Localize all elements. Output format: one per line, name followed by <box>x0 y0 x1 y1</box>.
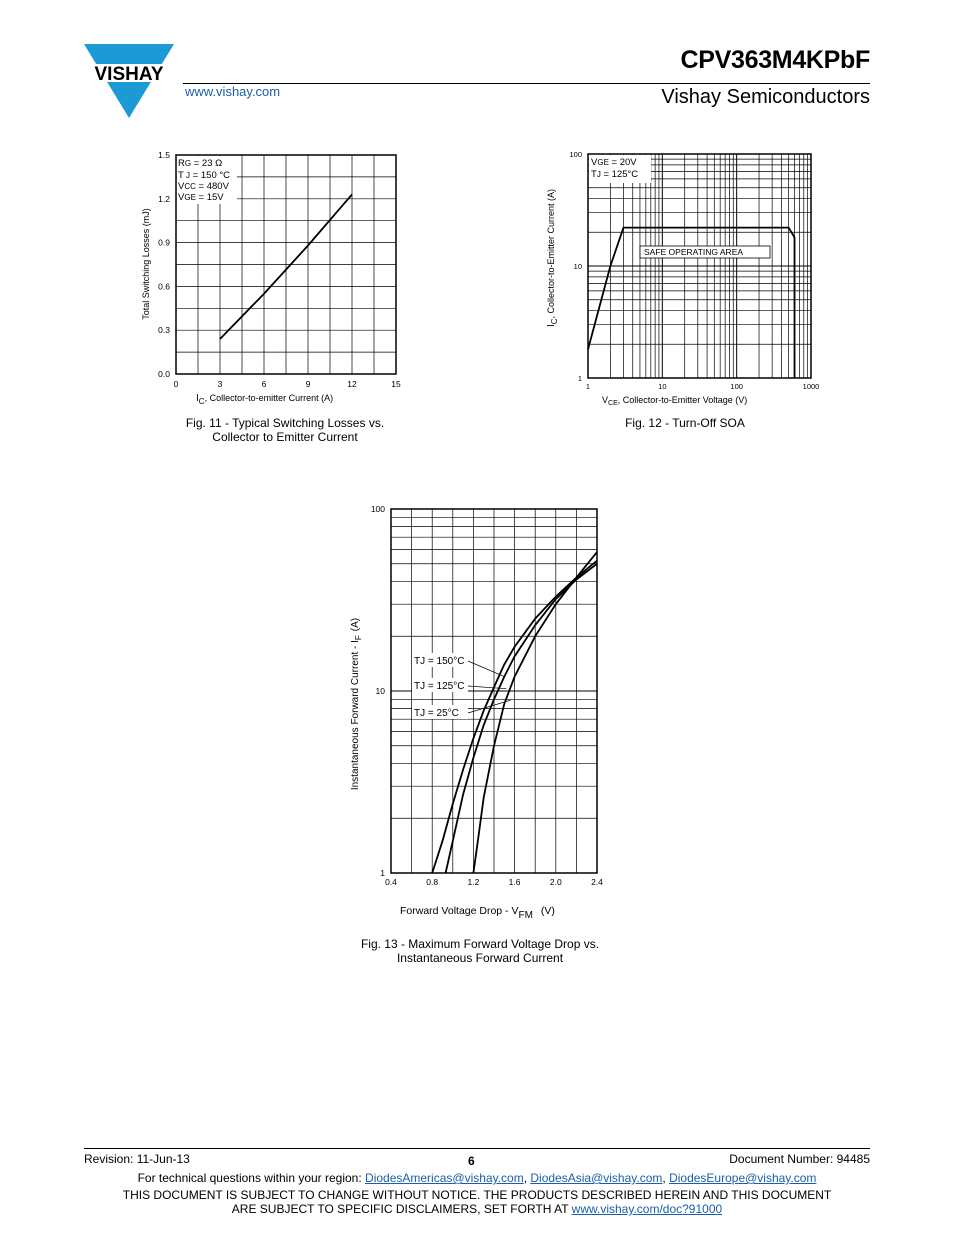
fig13-y-tick: 1 <box>380 868 385 878</box>
website-link[interactable]: www.vishay.com <box>185 84 281 99</box>
fig13-xlabel: Forward Voltage Drop - VFM (V) <box>400 905 555 921</box>
fig12-soa-label: SAFE OPERATING AREA <box>644 247 744 257</box>
fig13-x-tick: 1.2 <box>467 877 480 887</box>
fig11-x-tick: 0 <box>173 379 179 389</box>
fig11-ylabel: Total Switching Losses (mJ) <box>141 208 151 320</box>
fig11-y-tick: 0.6 <box>158 281 170 292</box>
disclaimer-line-1: THIS DOCUMENT IS SUBJECT TO CHANGE WITHOUT NOTICE. THE PRODUCTS DESCRIBED HEREIN AND THIS DOCUMENT <box>122 1188 832 1202</box>
vishay-logo <box>82 42 176 120</box>
fig11-x-tick: 12 <box>347 379 357 389</box>
fig11-x-tick: 9 <box>305 379 311 389</box>
fig11-xlabel: $I_C$, Collector-to-emitter Current (A) <box>196 393 334 406</box>
fig12-xlabel: $V_{CE}$, Collector-to-Emitter Voltage (V) <box>602 395 748 407</box>
fig13-legend-label: TJ = 25°C <box>414 708 459 719</box>
page-number: 6 <box>468 1154 475 1168</box>
email-europe-link[interactable]: DiodesEurope@vishay.com <box>669 1171 817 1185</box>
fig13-y-tick: 10 <box>375 686 385 696</box>
fig13-y-tick: 100 <box>370 504 385 514</box>
fig11-chart <box>130 140 430 410</box>
fig13-x-tick: 0.8 <box>426 877 439 887</box>
fig11-y-tick: 1.2 <box>158 193 170 204</box>
fig11-cond-tj: T J = 150 °C <box>178 170 231 181</box>
fig12-ylabel: IC, Collector-to-Emitter Current (A) <box>546 188 559 328</box>
fig12-y-tick: 100 <box>569 150 582 159</box>
fig13-series-line-1 <box>446 564 597 873</box>
disclaimer-line-2: ARE SUBJECT TO SPECIFIC DISCLAIMERS, SET FORTH AT www.vishay.com/doc?91000 <box>231 1202 723 1216</box>
fig12-cond-vge: VGE = 20V <box>591 157 637 168</box>
fig12-x-tick: 1 <box>585 382 591 391</box>
fig13-legend-label: TJ = 150°C <box>414 656 465 667</box>
fig12-x-tick: 1000 <box>802 382 820 391</box>
fig13-legend-label: TJ = 125°C <box>414 681 465 692</box>
document-title: CPV363M4KPbF <box>680 46 870 74</box>
revision: Revision: 11-Jun-13 <box>84 1152 190 1166</box>
header-rule <box>183 83 870 84</box>
fig12-cond-tj: TJ = 125°C <box>591 169 639 180</box>
fig12-caption: Fig. 12 - Turn-Off SOA <box>625 416 745 430</box>
fig11-cond-vcc: VCC = 480V <box>178 181 229 192</box>
fig11-x-tick: 15 <box>391 379 401 389</box>
fig11-y-tick: 1.5 <box>158 150 170 160</box>
fig11-y-tick: 0.3 <box>158 325 170 336</box>
footer-rule <box>84 1148 870 1149</box>
fig12-x-tick: 100 <box>730 382 743 391</box>
fig11-x-tick: 6 <box>261 379 267 389</box>
fig11-cond-vge: VGE = 15V <box>178 192 224 203</box>
fig13-chart <box>340 495 620 925</box>
email-americas-link[interactable]: DiodesAmericas@vishay.com <box>365 1171 524 1185</box>
fig12-y-tick: 10 <box>573 262 582 271</box>
document-number: Document Number: 94485 <box>729 1152 870 1166</box>
fig11-x-tick: 3 <box>217 379 223 389</box>
fig13-ylabel: Instantaneous Forward Current - $I_F(A)$ <box>350 617 363 791</box>
fig11-y-tick: 0.9 <box>158 237 170 248</box>
fig13-x-tick: 0.4 <box>385 877 397 887</box>
fig13-caption: Fig. 13 - Maximum Forward Voltage Drop vs. Instantaneous Forward Current <box>360 937 600 965</box>
contact-line: For technical questions within your region: DiodesAmericas@vishay.com, DiodesAsia@vishay.com, DiodesEurope@vishay.com <box>137 1171 817 1185</box>
fig13-x-tick: 1.6 <box>508 877 521 887</box>
fig12-chart <box>540 140 830 410</box>
fig12-y-tick: 1 <box>577 374 582 383</box>
fig13-x-tick: 2.4 <box>591 877 603 887</box>
fig12-x-tick: 10 <box>658 382 667 391</box>
disclaimer-link[interactable]: www.vishay.com/doc?91000 <box>571 1202 723 1216</box>
fig11-caption: Fig. 11 - Typical Switching Losses vs. Collector to Emitter Current <box>185 416 385 444</box>
fig11-cond-rg: RG = 23 Ω <box>178 158 223 169</box>
logo-text: VISHAY <box>94 64 164 85</box>
fig11-y-tick: 0.0 <box>158 369 170 379</box>
email-asia-link[interactable]: DiodesAsia@vishay.com <box>530 1171 663 1185</box>
document-subtitle: Vishay Semiconductors <box>661 86 870 108</box>
fig13-x-tick: 2.0 <box>549 877 562 887</box>
